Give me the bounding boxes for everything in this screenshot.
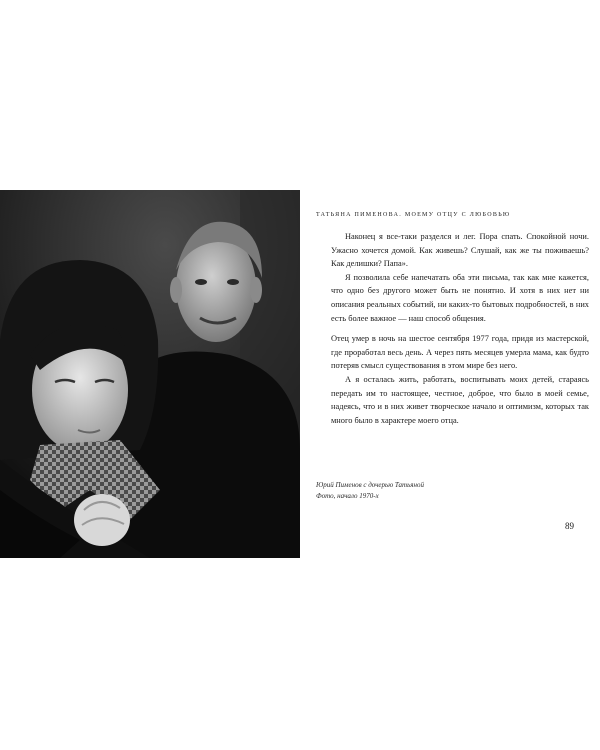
photo-caption: [316, 480, 516, 502]
running-head: ТАТЬЯНА ПИМЕНОВА. МОЕМУ ОТЦУ С ЛЮБОВЬЮ: [316, 212, 511, 218]
caption-line: Юрий Пименов с дочерью Татьяной: [316, 481, 425, 489]
caption-line: Фото, начало 1970-х: [316, 492, 379, 500]
paragraph: А я осталась жить, работать, воспитывать моих детей, стараясь передать им то настоящее, честное, доброе, что было в моей семье, надеясь, что и в них живет творческое начало и оптимизм, которых так много было в характере моего отца.: [331, 374, 589, 425]
paragraph: Я позволила себе напечатать оба эти письма, так как мне кажется, что одно без другого может быть не понятно. И хотя в них нет ни описания реальных событий, ни каких-то бытовых подробностей, в них есть более важное — наш способ общения.: [331, 272, 589, 323]
body-text: [331, 230, 589, 427]
text-page: [300, 190, 600, 558]
photo-illustration: [0, 190, 300, 558]
paragraph: Отец умер в ночь на шестое сентября 1977 года, придя из мастерской, где проработал весь день. А через пять месяцев умерла мама, как будто потеряв смысл существования в этом мире без него.: [331, 334, 589, 371]
page-number: 89: [565, 521, 574, 531]
photograph: [0, 190, 300, 558]
paragraph: Наконец я все-таки разделся и лег. Пора спать. Спокойной ночи. Ужасно хочется домой. Как живешь? Слушай, как же ты поживаешь? Как делишки? Папа».: [331, 232, 589, 269]
